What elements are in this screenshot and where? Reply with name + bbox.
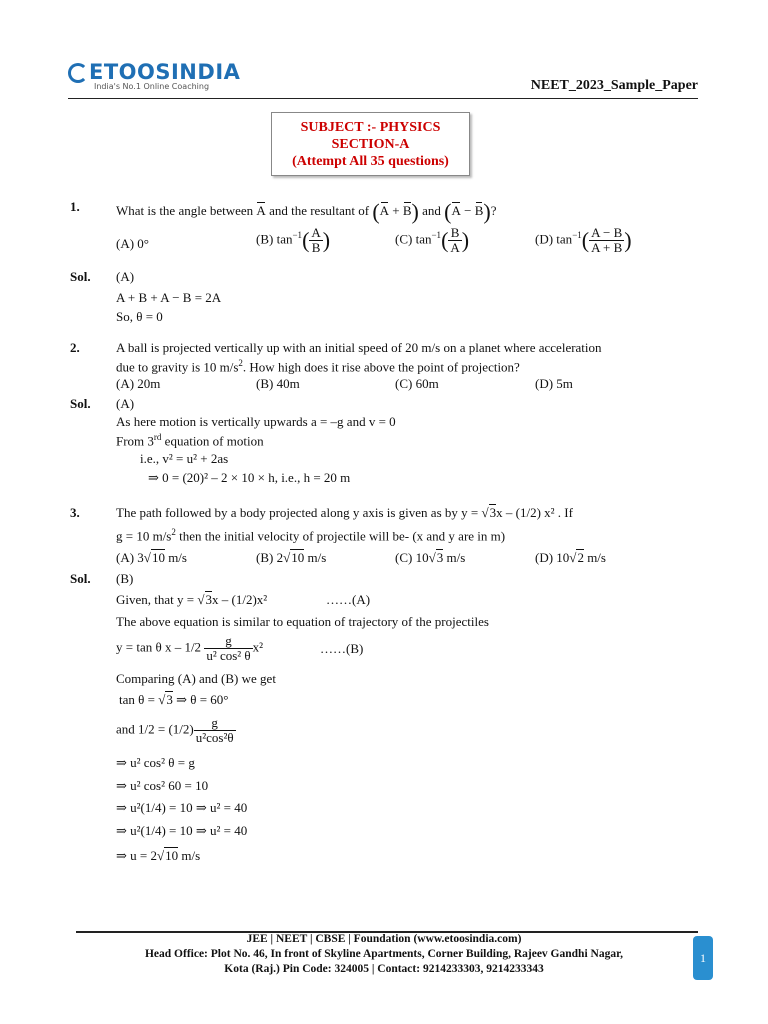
q3-sol-answer: (B) xyxy=(116,571,134,586)
q3-step3: ⇒ u²(1/4) = 10 ⇒ u² = 40 xyxy=(116,800,248,815)
header-divider xyxy=(68,98,698,99)
q3-option-c: (C) 10√3 m/s xyxy=(395,550,466,565)
q2-text-line2: due to gravity is 10 $m/s^2$. How high does it rise above the point of projection? xyxy=(116,358,520,375)
q1-number: 1. xyxy=(70,199,80,214)
subject-box xyxy=(271,112,470,176)
etoosindia-logo xyxy=(68,60,240,91)
paper-title: NEET_2023_Sample_Paper xyxy=(530,78,698,93)
q3-given: Given, that y = √3x – (1/2)x² xyxy=(116,592,268,607)
q3-step4: ⇒ u²(1/4) = 10 ⇒ u² = 40 xyxy=(116,823,248,838)
q3-number: 3. xyxy=(70,505,80,520)
q3-option-b: (B) 2√10 m/s xyxy=(256,550,327,565)
q2-option-b: (B) 40m xyxy=(256,376,300,391)
q3-and: and 1/2 = (1/2) $\frac{g}{\text{u²cos²θ}}$ xyxy=(116,715,234,745)
q3-similar: The above equation is similar to equation of trajectory of the projectiles xyxy=(116,614,489,629)
footer-contact: Kota (Raj.) Pin Code: 324005 | Contact: 9214233303, 9214233343 xyxy=(224,963,544,975)
section-title: SECTION-A xyxy=(331,137,410,152)
q3-option-a: (A) 3√10 m/s xyxy=(116,550,187,565)
q3-sol-label: Sol. xyxy=(70,571,91,586)
q3-text-line1: The path followed by a body projected along y axis is given as by y = √3x – (1/2) x² . If xyxy=(116,505,573,520)
q3-text-line2: g = 10 $m/s^2$ then the initial velocity of projectile will be- (x and y are in m) xyxy=(116,527,506,544)
q1-option-d: (D) $\tan^{-1}$( $\frac{A - B}{A + B}$ ) xyxy=(535,225,632,255)
q2-option-d: (D) 5m xyxy=(535,376,573,391)
attempt-note: (Attempt All 35 questions) xyxy=(292,154,449,169)
q2-sol-line4: ⇒ 0 = (20)² – 2 × 10 × h, i.e., h = 20 m xyxy=(148,470,351,485)
q2-sol-label: Sol. xyxy=(70,396,91,411)
footer-line1: JEE | NEET | CBSE | Foundation (www.etoosindia.com) xyxy=(246,933,522,945)
q3-tag-a: ……(A) xyxy=(326,592,371,607)
q1-text: What is the angle between A and the resultant of (A + B) and (A − B)? xyxy=(116,199,497,224)
q3-tan: tan θ = √3 ⇒ θ = 60° xyxy=(119,692,229,707)
q3-option-d: (D) 10√2 m/s xyxy=(535,550,606,565)
q1-option-a: (A) 0° xyxy=(116,236,149,251)
q1-sol-answer: (A) xyxy=(116,269,135,284)
footer-address: Head Office: Plot No. 46, In front of Skyline Apartments, Corner Building, Rajeev Gandhi Nagar, xyxy=(144,948,623,960)
logo-tagline: India's No.1 Online Coaching xyxy=(94,82,210,91)
q2-option-a: (A) 20m xyxy=(116,376,161,391)
page-number-badge: 1 xyxy=(693,936,713,980)
q1-sol-label: Sol. xyxy=(70,269,91,284)
q3-tag-b: ……(B) xyxy=(320,641,364,656)
subject-title: SUBJECT :- PHYSICS xyxy=(300,120,441,135)
logo-text: ETOOSINDIA xyxy=(89,60,241,84)
q1-option-b: (B) $\tan^{-1}$( $\frac{A}{B}$ ) xyxy=(256,225,331,255)
q2-text-line1: A ball is projected vertically up with an initial speed of 20 m/s on a planet where acceleration xyxy=(116,340,602,355)
q2-sol-answer: (A) xyxy=(116,396,135,411)
q1-sol-line1: A + B + A − B = 2A xyxy=(116,290,222,305)
q3-trajectory: y = tan θ x – 1/2 $\frac{g}{\text{u² cos² θ}}$ x² xyxy=(116,633,264,663)
q2-option-c: (C) 60m xyxy=(395,376,439,391)
q3-step5: ⇒ u = 2√10 m/s xyxy=(116,848,201,863)
q1-sol-line2: So, θ = 0 xyxy=(116,309,163,324)
q2-sol-line3: i.e., v² = u² + 2as xyxy=(140,451,229,466)
q2-number: 2. xyxy=(70,340,80,355)
q1-option-c: (C) $\tan^{-1}$( $\frac{B}{A}$ ) xyxy=(395,225,470,255)
q3-step1: ⇒ u² cos² θ = g xyxy=(116,755,195,770)
footer xyxy=(60,932,708,977)
q2-sol-line2: From 3rd equation of motion xyxy=(116,432,264,449)
q3-comparing: Comparing (A) and (B) we get xyxy=(116,671,276,686)
q3-step2: ⇒ u² cos² 60 = 10 xyxy=(116,778,209,793)
logo-g-icon xyxy=(68,63,88,83)
q2-sol-line1: As here motion is vertically upwards a = –g and v = 0 xyxy=(116,414,396,429)
